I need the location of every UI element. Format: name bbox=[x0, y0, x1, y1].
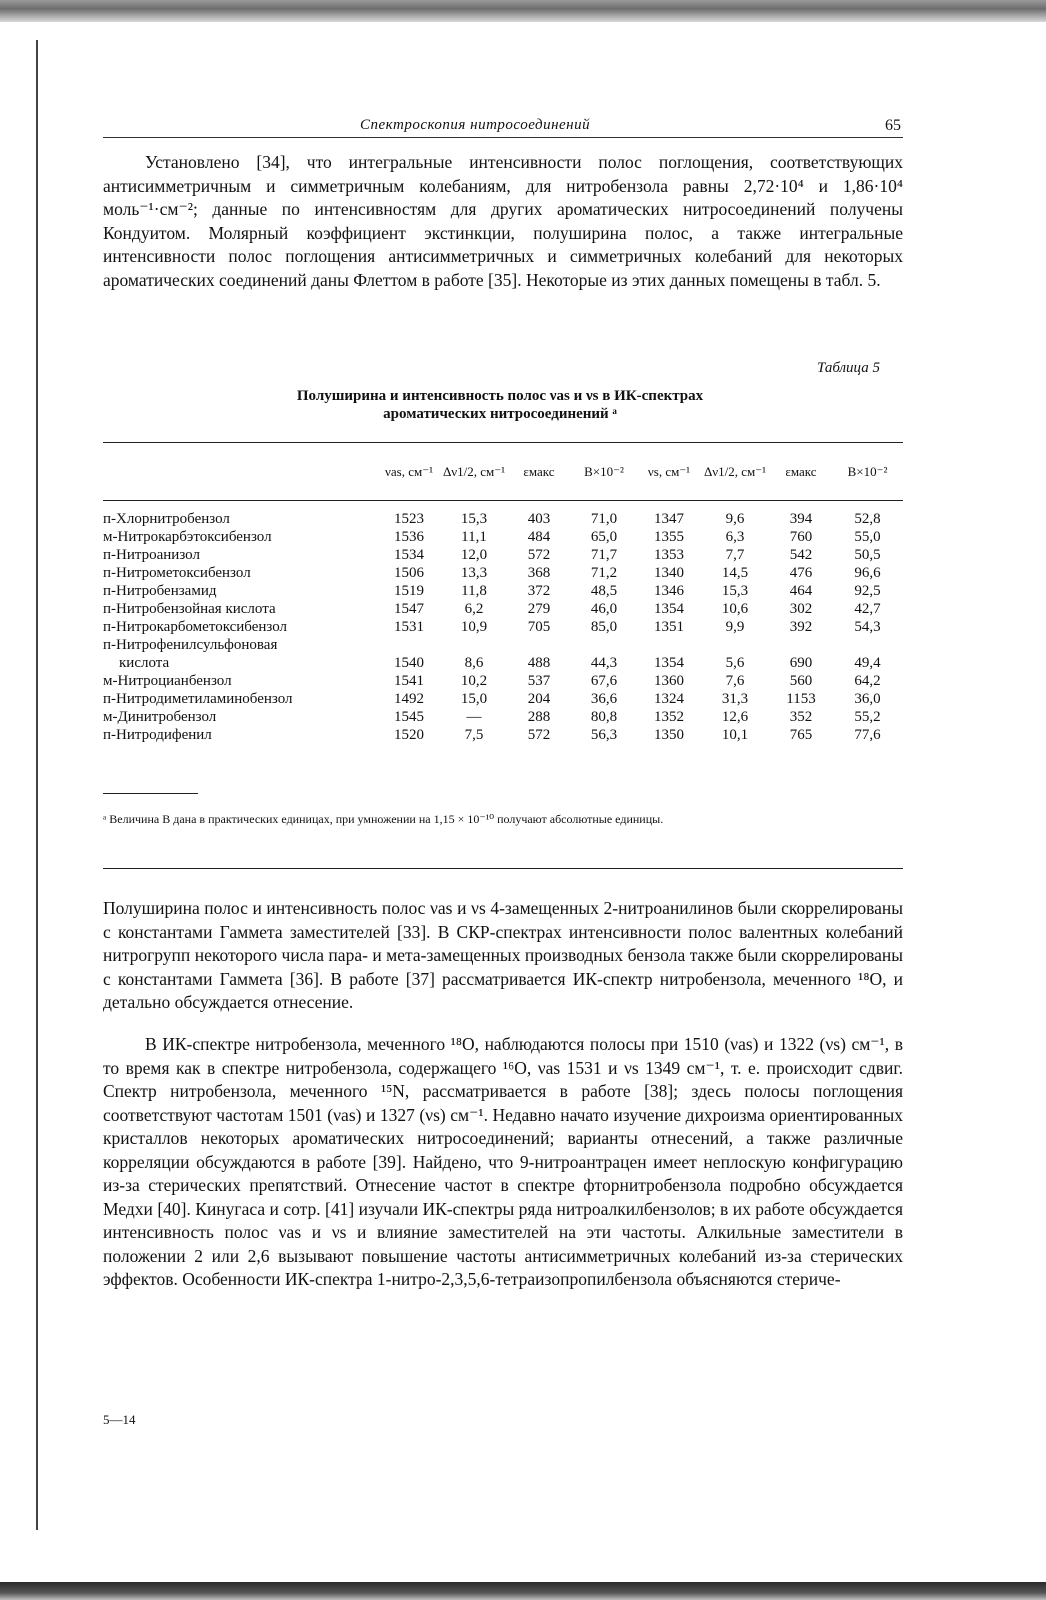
table-cell: 1547 bbox=[394, 601, 424, 617]
table-cell: 12,0 bbox=[460, 547, 488, 563]
table-cell: 67,6 bbox=[590, 673, 618, 689]
table-cell: 1354 bbox=[654, 655, 684, 671]
table-cell: 36,6 bbox=[590, 691, 618, 707]
scan-bottom-band bbox=[0, 1582, 1046, 1600]
table-cell bbox=[770, 636, 832, 654]
table-cell: 56,3 bbox=[590, 727, 618, 743]
compound-name: п-Нитрометоксибензол bbox=[103, 565, 251, 581]
table-header-row bbox=[103, 452, 903, 492]
table-cell: 14,5 bbox=[721, 565, 749, 581]
table-cell: 1536 bbox=[394, 529, 424, 545]
table-cell: 1153 bbox=[786, 691, 816, 707]
table-cell: 279 bbox=[527, 601, 551, 617]
header-cell: B×10⁻² bbox=[847, 464, 888, 479]
table-bottom-rule bbox=[103, 868, 903, 869]
table-cell bbox=[638, 636, 700, 654]
header-cell bbox=[103, 452, 378, 492]
table-cell: 1540 bbox=[394, 655, 424, 671]
compound-name: п-Нитробензойная кислота bbox=[103, 601, 276, 617]
table-cell: 64,2 bbox=[854, 673, 881, 689]
table-cell: 476 bbox=[789, 565, 813, 581]
table-cell: 1541 bbox=[394, 673, 424, 689]
table-caption-line-1: Полуширина и интенсивность полос νas и νs в ИК-спектрах bbox=[296, 388, 704, 404]
compound-name: м-Нитрокарбэтоксибензол bbox=[103, 529, 272, 545]
table-cell: 403 bbox=[527, 511, 551, 527]
header-cell: εмакс bbox=[523, 464, 555, 479]
table-cell: 464 bbox=[789, 583, 813, 599]
data-table bbox=[103, 452, 903, 744]
table-cell: 15,0 bbox=[460, 691, 488, 707]
table-row bbox=[103, 654, 903, 672]
header-cell: νs, см⁻¹ bbox=[647, 464, 691, 479]
table-cell: 44,3 bbox=[590, 655, 618, 671]
table-cell bbox=[570, 636, 638, 654]
table-cell bbox=[700, 636, 770, 654]
table-cell: 7,5 bbox=[464, 727, 484, 743]
printer-signature: 5—14 bbox=[103, 1412, 136, 1427]
table-cell: 1523 bbox=[394, 511, 424, 527]
table-cell: 7,6 bbox=[725, 673, 745, 689]
table-cell: 1519 bbox=[394, 583, 424, 599]
table-cell: 392 bbox=[789, 619, 813, 635]
table-cell: 15,3 bbox=[721, 583, 749, 599]
table-cell: 42,7 bbox=[854, 601, 881, 617]
table-row bbox=[103, 708, 903, 726]
table-cell: 705 bbox=[527, 619, 551, 635]
table-cell: 765 bbox=[789, 727, 813, 743]
table-cell bbox=[378, 636, 440, 654]
table-row bbox=[103, 564, 903, 582]
table-cell: 48,5 bbox=[590, 583, 618, 599]
table-row bbox=[103, 582, 903, 600]
scan-top-band bbox=[0, 0, 1046, 22]
table-cell: 12,6 bbox=[721, 709, 749, 725]
table-cell bbox=[440, 636, 508, 654]
table-cell: 394 bbox=[789, 511, 813, 527]
table-row bbox=[103, 636, 903, 654]
header-rule bbox=[103, 137, 903, 138]
table-cell: 1506 bbox=[394, 565, 424, 581]
table-cell: 1351 bbox=[654, 619, 684, 635]
table-cell: 1347 bbox=[654, 511, 684, 527]
table-footnote: ᵃ Величина B дана в практических единицах, при умножении на 1,15 × 10⁻¹⁰ получают абсолютные единицы. bbox=[103, 812, 664, 826]
table-cell: 1531 bbox=[394, 619, 424, 635]
table-cell: 8,6 bbox=[464, 655, 484, 671]
compound-name: кислота bbox=[119, 655, 170, 671]
table-cell: 352 bbox=[789, 709, 813, 725]
table-cell: 9,9 bbox=[725, 619, 745, 635]
table-row bbox=[103, 690, 903, 708]
table-cell: 92,5 bbox=[854, 583, 881, 599]
compound-name: п-Нитродиметиламинобензол bbox=[103, 691, 293, 707]
table-cell: 1492 bbox=[394, 691, 424, 707]
table-cell: 204 bbox=[527, 691, 551, 707]
header-cell: εмакс bbox=[785, 464, 817, 479]
header-cell: B×10⁻² bbox=[584, 464, 624, 479]
table-row bbox=[103, 618, 903, 636]
table-cell: 71,2 bbox=[590, 565, 618, 581]
table-cell: 572 bbox=[527, 547, 551, 563]
compound-name: п-Нитроанизол bbox=[103, 547, 200, 563]
table-cell: 542 bbox=[789, 547, 813, 563]
table-cell: 55,2 bbox=[854, 709, 881, 725]
table-cell: 484 bbox=[527, 529, 551, 545]
table-cell: 1354 bbox=[654, 601, 684, 617]
table-cell: 372 bbox=[527, 583, 551, 599]
table-cell: 1350 bbox=[654, 727, 684, 743]
scan-left-edge bbox=[36, 40, 38, 1530]
table-cell: 302 bbox=[789, 601, 813, 617]
table-cell: 1355 bbox=[654, 529, 684, 545]
table-cell: 1520 bbox=[394, 727, 424, 743]
compound-name: п-Нитрокарбометоксибензол bbox=[103, 619, 288, 635]
compound-name: п-Нитробензамид bbox=[103, 583, 217, 599]
table-cell: 55,0 bbox=[854, 529, 881, 545]
table-cell: 1346 bbox=[654, 583, 684, 599]
table-cell: 46,0 bbox=[590, 601, 618, 617]
footnote-rule bbox=[103, 793, 198, 794]
table-cell: 572 bbox=[527, 727, 551, 743]
table-cell: 50,5 bbox=[854, 547, 881, 563]
table-row bbox=[103, 528, 903, 546]
header-cell: Δν1/2, см⁻¹ bbox=[442, 464, 506, 479]
table-row bbox=[103, 546, 903, 564]
table-cell: 1352 bbox=[654, 709, 684, 725]
table-cell: 11,1 bbox=[461, 529, 487, 545]
table-cell: 77,6 bbox=[854, 727, 881, 743]
table-cell: 11,8 bbox=[461, 583, 487, 599]
compound-name: п-Нитрофенилсульфоновая bbox=[103, 637, 278, 653]
table-cell: 96,6 bbox=[854, 565, 881, 581]
paragraph-1: Установлено [34], что интегральные интенсивности полос поглощения, соответствующих антисимметричным и симметричным колебаниям, для нитробензола равны 2,72·10⁴ и 1,86·10⁴ моль⁻¹·см⁻²; данные по интенсивностям для других ароматических нитросоединений получены Кондуитом. Молярный коэффициент экстинкции, полуширина полос, а также интегральные интенсивности полос поглощения антисимметричных и симметричных колебаний для некоторых ароматических соединений даны Флеттом в работе [35]. Некоторые из этих данных помещены в табл. 5. bbox=[103, 152, 903, 290]
table-caption bbox=[190, 387, 810, 423]
table-cell: 537 bbox=[527, 673, 551, 689]
compound-name: м-Динитробензол bbox=[103, 709, 217, 725]
table-cell: 488 bbox=[527, 655, 551, 671]
table-caption-line-2: ароматических нитросоединений ᵃ bbox=[383, 406, 617, 422]
table-row bbox=[103, 726, 903, 744]
table-cell: 15,3 bbox=[460, 511, 488, 527]
table-cell: 10,2 bbox=[460, 673, 488, 689]
table-cell: 6,3 bbox=[725, 529, 745, 545]
table-label: Таблица 5 bbox=[817, 360, 880, 376]
table-cell: 65,0 bbox=[590, 529, 618, 545]
table-cell: 288 bbox=[527, 709, 551, 725]
table-cell: 52,8 bbox=[854, 511, 881, 527]
table-cell: 85,0 bbox=[590, 619, 618, 635]
table-cell: 10,1 bbox=[721, 727, 749, 743]
table-cell: 1324 bbox=[654, 691, 684, 707]
compound-name: п-Нитродифенил bbox=[103, 727, 212, 743]
running-title: Спектроскопия нитросоединений bbox=[360, 117, 591, 133]
table-row bbox=[103, 600, 903, 618]
table-top-rule bbox=[103, 442, 903, 443]
page-number: 65 bbox=[885, 117, 901, 134]
table-cell: 1340 bbox=[654, 565, 684, 581]
table-cell: 31,3 bbox=[721, 691, 749, 707]
table-cell: 6,2 bbox=[464, 601, 484, 617]
table-cell: — bbox=[466, 709, 482, 725]
paragraph-2: Полуширина полос и интенсивность полос νas и νs 4-замещенных 2-нитроанилинов были скоррелированы с константами Гаммета заместителей [33]. В СКР-спектрах интенсивности полос валентных колебаний нитрогрупп некоторого числа пара- и мета-замещенных производных бензола также были скоррелированы с константами Гаммета [36]. В работе [37] рассматривается ИК-спектр нитробензола, меченного ¹⁸O, и детально обсуждается отнесение. bbox=[103, 898, 903, 1012]
header-cell: νas, см⁻¹ bbox=[385, 464, 433, 479]
table-row bbox=[103, 672, 903, 690]
table-cell: 1360 bbox=[654, 673, 684, 689]
table-cell: 690 bbox=[789, 655, 813, 671]
paragraph-3: В ИК-спектре нитробензола, меченного ¹⁸O, наблюдаются полосы при 1510 (νas) и 1322 (νs) см⁻¹, в то время как в спектре нитробензола, содержащего ¹⁶O, νas 1531 и νs 1349 см⁻¹, т. е. происходит сдвиг. Спектр нитробензола, меченного ¹⁵N, рассматривается в работе [38]; здесь полосы поглощения соответствуют частотам 1501 (νas) и 1327 (νs) см⁻¹. Недавно начато изучение дихроизма ориентированных кристаллов некоторых ароматических нитросоединений; варианты отнесений, а также различные корреляции обсуждаются в работе [39]. Найдено, что 9-нитроантрацен имеет неплоскую конфигурацию из-за стерических препятствий. Отнесение частот в спектре фторнитробензола подробно обсуждается Медхи [40]. Кинугаса и сотр. [41] изучали ИК-спектры ряда нитроалкилбензолов; в их работе обсуждается интенсивность полос νas и νs и влияние заместителей на эти частоты. Алкильные заместители в положении 2 или 2,6 вызывают повышение частоты антисимметричных колебаний из-за стерических эффектов. Особенности ИК-спектра 1-нитро-2,3,5,6-тетраизопропилбензола объясняются стериче- bbox=[103, 1034, 903, 1289]
table-cell: 36,0 bbox=[854, 691, 881, 707]
table-cell: 13,3 bbox=[460, 565, 488, 581]
table-cell bbox=[508, 636, 570, 654]
table-cell: 9,6 bbox=[725, 511, 745, 527]
table-cell bbox=[832, 636, 903, 654]
compound-name: м-Нитроцианбензол bbox=[103, 673, 232, 689]
table-row bbox=[103, 510, 903, 528]
table-cell: 10,6 bbox=[721, 601, 749, 617]
table-cell: 49,4 bbox=[854, 655, 881, 671]
table-cell: 71,7 bbox=[590, 547, 618, 563]
table-cell: 368 bbox=[527, 565, 551, 581]
table-cell: 71,0 bbox=[590, 511, 618, 527]
table-cell: 54,3 bbox=[854, 619, 881, 635]
table-cell: 760 bbox=[789, 529, 813, 545]
table-cell: 560 bbox=[789, 673, 813, 689]
header-cell: Δν1/2, см⁻¹ bbox=[703, 464, 767, 479]
table-cell: 1545 bbox=[394, 709, 424, 725]
table-cell: 1534 bbox=[394, 547, 424, 563]
compound-name: п-Хлорнитробензол bbox=[103, 511, 230, 527]
table-cell: 80,8 bbox=[590, 709, 618, 725]
table-cell: 10,9 bbox=[460, 619, 488, 635]
table-cell: 5,6 bbox=[725, 655, 745, 671]
table-cell: 7,7 bbox=[725, 547, 745, 563]
table-cell: 1353 bbox=[654, 547, 684, 563]
